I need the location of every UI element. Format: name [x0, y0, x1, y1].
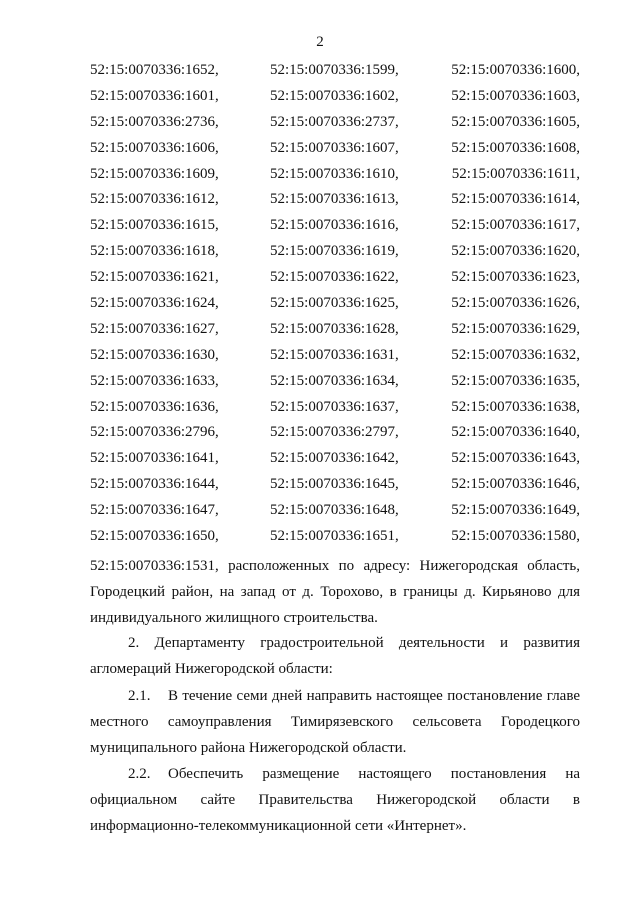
cadastral-number: 52:15:0070336:1607, [270, 139, 399, 156]
cadastral-number: 52:15:0070336:1619, [270, 243, 399, 260]
cadastral-number: 52:15:0070336:1636, [90, 398, 219, 415]
cadastral-number: 52:15:0070336:1611, [451, 165, 580, 182]
cadastral-number: 52:15:0070336:1640, [451, 424, 580, 441]
paragraph-item-2-1 [90, 683, 580, 761]
paragraph-item-2-2 [90, 761, 580, 839]
cadastral-row [90, 502, 580, 528]
cadastral-row [90, 476, 580, 502]
cadastral-number: 52:15:0070336:1605, [451, 113, 580, 130]
cadastral-number: 52:15:0070336:1612, [90, 191, 219, 208]
cadastral-number: 52:15:0070336:1650, [90, 528, 219, 545]
item-number: 2.2. [128, 766, 151, 782]
cadastral-number: 52:15:0070336:1608, [451, 139, 580, 156]
cadastral-number: 52:15:0070336:1623, [451, 269, 580, 286]
cadastral-row [90, 166, 580, 192]
cadastral-number: 52:15:0070336:1599, [270, 62, 399, 78]
cadastral-number: 52:15:0070336:2737, [270, 113, 399, 130]
cadastral-number: 52:15:0070336:2797, [270, 424, 399, 441]
cadastral-number: 52:15:0070336:1617, [451, 217, 580, 234]
item-number: 2.1. [128, 688, 151, 704]
text-line: местного самоуправления Тимирязевского сельсовета Городецкого [90, 714, 580, 730]
cadastral-number: 52:15:0070336:1648, [270, 502, 399, 519]
cadastral-number: 52:15:0070336:1631, [270, 346, 399, 363]
cadastral-row [90, 62, 580, 88]
cadastral-number: 52:15:0070336:1580, [451, 528, 580, 545]
cadastral-row [90, 140, 580, 166]
text-line: 52:15:0070336:1531, расположенных по адресу: Нижегородская область, [90, 558, 580, 574]
text-line: муниципального района Нижегородской области. [90, 740, 407, 756]
cadastral-number: 52:15:0070336:1645, [270, 476, 399, 493]
cadastral-number: 52:15:0070336:1603, [451, 87, 580, 104]
cadastral-row [90, 217, 580, 243]
cadastral-number: 52:15:0070336:1601, [90, 87, 219, 104]
paragraph-location [90, 553, 580, 631]
cadastral-number: 52:15:0070336:1647, [90, 502, 219, 519]
cadastral-number: 52:15:0070336:1614, [451, 191, 580, 208]
text-line: агломераций Нижегородской области: [90, 661, 333, 677]
cadastral-number: 52:15:0070336:1642, [270, 450, 399, 467]
cadastral-number: 52:15:0070336:1646, [451, 476, 580, 493]
cadastral-number: 52:15:0070336:1602, [270, 87, 399, 104]
text-line: индивидуального жилищного строительства. [90, 610, 378, 626]
cadastral-row [90, 450, 580, 476]
cadastral-number: 52:15:0070336:1633, [90, 372, 219, 389]
cadastral-number: 52:15:0070336:1626, [451, 295, 580, 312]
cadastral-number: 52:15:0070336:1652, [90, 62, 219, 78]
cadastral-row [90, 88, 580, 114]
cadastral-number: 52:15:0070336:1641, [90, 450, 219, 467]
cadastral-number: 52:15:0070336:1632, [451, 346, 580, 363]
item-text: В течение семи дней направить настоящее постановление главе [168, 688, 580, 704]
cadastral-number: 52:15:0070336:1635, [451, 372, 580, 389]
cadastral-number: 52:15:0070336:1616, [270, 217, 399, 234]
cadastral-number: 52:15:0070336:1651, [270, 528, 399, 545]
cadastral-number: 52:15:0070336:1620, [451, 243, 580, 260]
cadastral-number: 52:15:0070336:2736, [90, 113, 219, 130]
cadastral-number: 52:15:0070336:1618, [90, 243, 219, 260]
text-line [90, 683, 580, 709]
cadastral-number: 52:15:0070336:2796, [90, 424, 219, 441]
text-line: официальном сайте Правительства Нижегородской области в [90, 792, 580, 808]
cadastral-row [90, 399, 580, 425]
text-line: 2. Департаменту градостроительной деятельности и развития [128, 635, 580, 651]
cadastral-number: 52:15:0070336:1644, [90, 476, 219, 493]
cadastral-number: 52:15:0070336:1622, [270, 269, 399, 286]
page-number: 2 [316, 34, 324, 50]
cadastral-number: 52:15:0070336:1629, [451, 320, 580, 337]
paragraph-item-2 [90, 630, 580, 682]
cadastral-number: 52:15:0070336:1609, [90, 165, 219, 182]
item-text: Обеспечить размещение настоящего постановления на [168, 766, 580, 782]
cadastral-row [90, 269, 580, 295]
cadastral-row [90, 295, 580, 321]
cadastral-row [90, 528, 580, 554]
cadastral-number: 52:15:0070336:1615, [90, 217, 219, 234]
cadastral-number: 52:15:0070336:1621, [90, 269, 219, 286]
cadastral-row [90, 424, 580, 450]
cadastral-number: 52:15:0070336:1606, [90, 139, 219, 156]
text-line: Городецкий район, на запад от д. Торохово, в границы д. Кирьяново для [90, 584, 580, 600]
cadastral-number: 52:15:0070336:1630, [90, 346, 219, 363]
cadastral-row [90, 373, 580, 399]
cadastral-number: 52:15:0070336:1627, [90, 320, 219, 337]
cadastral-number-list [90, 62, 580, 554]
text-line: информационно-телекоммуникационной сети «Интернет». [90, 818, 467, 834]
cadastral-number: 52:15:0070336:1638, [451, 398, 580, 415]
cadastral-row [90, 321, 580, 347]
cadastral-number: 52:15:0070336:1600, [451, 62, 580, 78]
cadastral-row [90, 114, 580, 140]
cadastral-number: 52:15:0070336:1634, [270, 372, 399, 389]
text-line [90, 761, 580, 787]
cadastral-row [90, 243, 580, 269]
cadastral-number: 52:15:0070336:1643, [451, 450, 580, 467]
cadastral-number: 52:15:0070336:1649, [451, 502, 580, 519]
cadastral-number: 52:15:0070336:1610, [270, 165, 399, 182]
cadastral-number: 52:15:0070336:1637, [270, 398, 399, 415]
cadastral-number: 52:15:0070336:1624, [90, 295, 219, 312]
cadastral-number: 52:15:0070336:1613, [270, 191, 399, 208]
cadastral-number: 52:15:0070336:1628, [270, 320, 399, 337]
cadastral-row [90, 347, 580, 373]
cadastral-row [90, 191, 580, 217]
cadastral-number: 52:15:0070336:1625, [270, 295, 399, 312]
